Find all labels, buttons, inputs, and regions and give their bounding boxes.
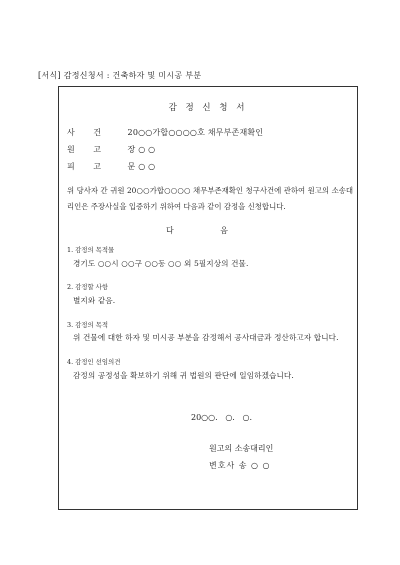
intro-paragraph: 위 당사자 간 귀원 20○○가합○○○○ 채무부존재확인 청구사건에 관하여 원고의 소송대리인은 주장사실을 입증하기 위하여 다음과 같이 감정을 신청합니다. — [67, 186, 353, 211]
defendant-label: 피 고 — [67, 162, 109, 171]
section-2-heading: 2. 감정할 사항 — [67, 283, 109, 291]
case-value: 20○○가합○○○○호 채무부존재확인 — [127, 128, 264, 137]
section-4-heading: 4. 감정인 선임의견 — [67, 358, 121, 366]
document-date: 20○○. ○. ○. — [191, 413, 252, 422]
section-3-heading: 3. 감정의 목적 — [67, 321, 109, 329]
section-1-content: 경기도 ○○시 ○○구 ○○동 ○○ 외 5필지상의 건물. — [73, 259, 249, 268]
document-title: 감 정 신 청 서 — [168, 103, 248, 113]
da-eum-heading: 다 음 — [166, 226, 250, 235]
signer-name: 변호사 송 ○ ○ — [209, 461, 271, 470]
form-caption: [서식] 감정신청서 : 건축하자 및 미시공 부분 — [38, 71, 202, 80]
section-2-content: 별지와 같음. — [73, 296, 116, 305]
section-1-heading: 1. 감정의 목적물 — [67, 246, 115, 254]
case-row — [67, 127, 263, 138]
case-label: 사 건 — [67, 128, 109, 137]
signer-title: 원고의 소송대리인 — [209, 444, 274, 453]
plaintiff-value: 장 ○ ○ — [127, 145, 156, 154]
section-3-content: 위 건물에 대한 하자 및 미시공 부분을 감정해서 공사대금과 정산하고자 합니다. — [73, 333, 339, 342]
document-frame — [58, 86, 358, 510]
defendant-value: 문 ○ ○ — [127, 162, 156, 171]
plaintiff-label: 원 고 — [67, 145, 109, 154]
section-4-content: 감정의 공정성을 확보하기 위해 귀 법원의 판단에 일임하겠습니다. — [73, 371, 294, 380]
plaintiff-row — [67, 144, 155, 155]
defendant-row — [67, 161, 155, 172]
